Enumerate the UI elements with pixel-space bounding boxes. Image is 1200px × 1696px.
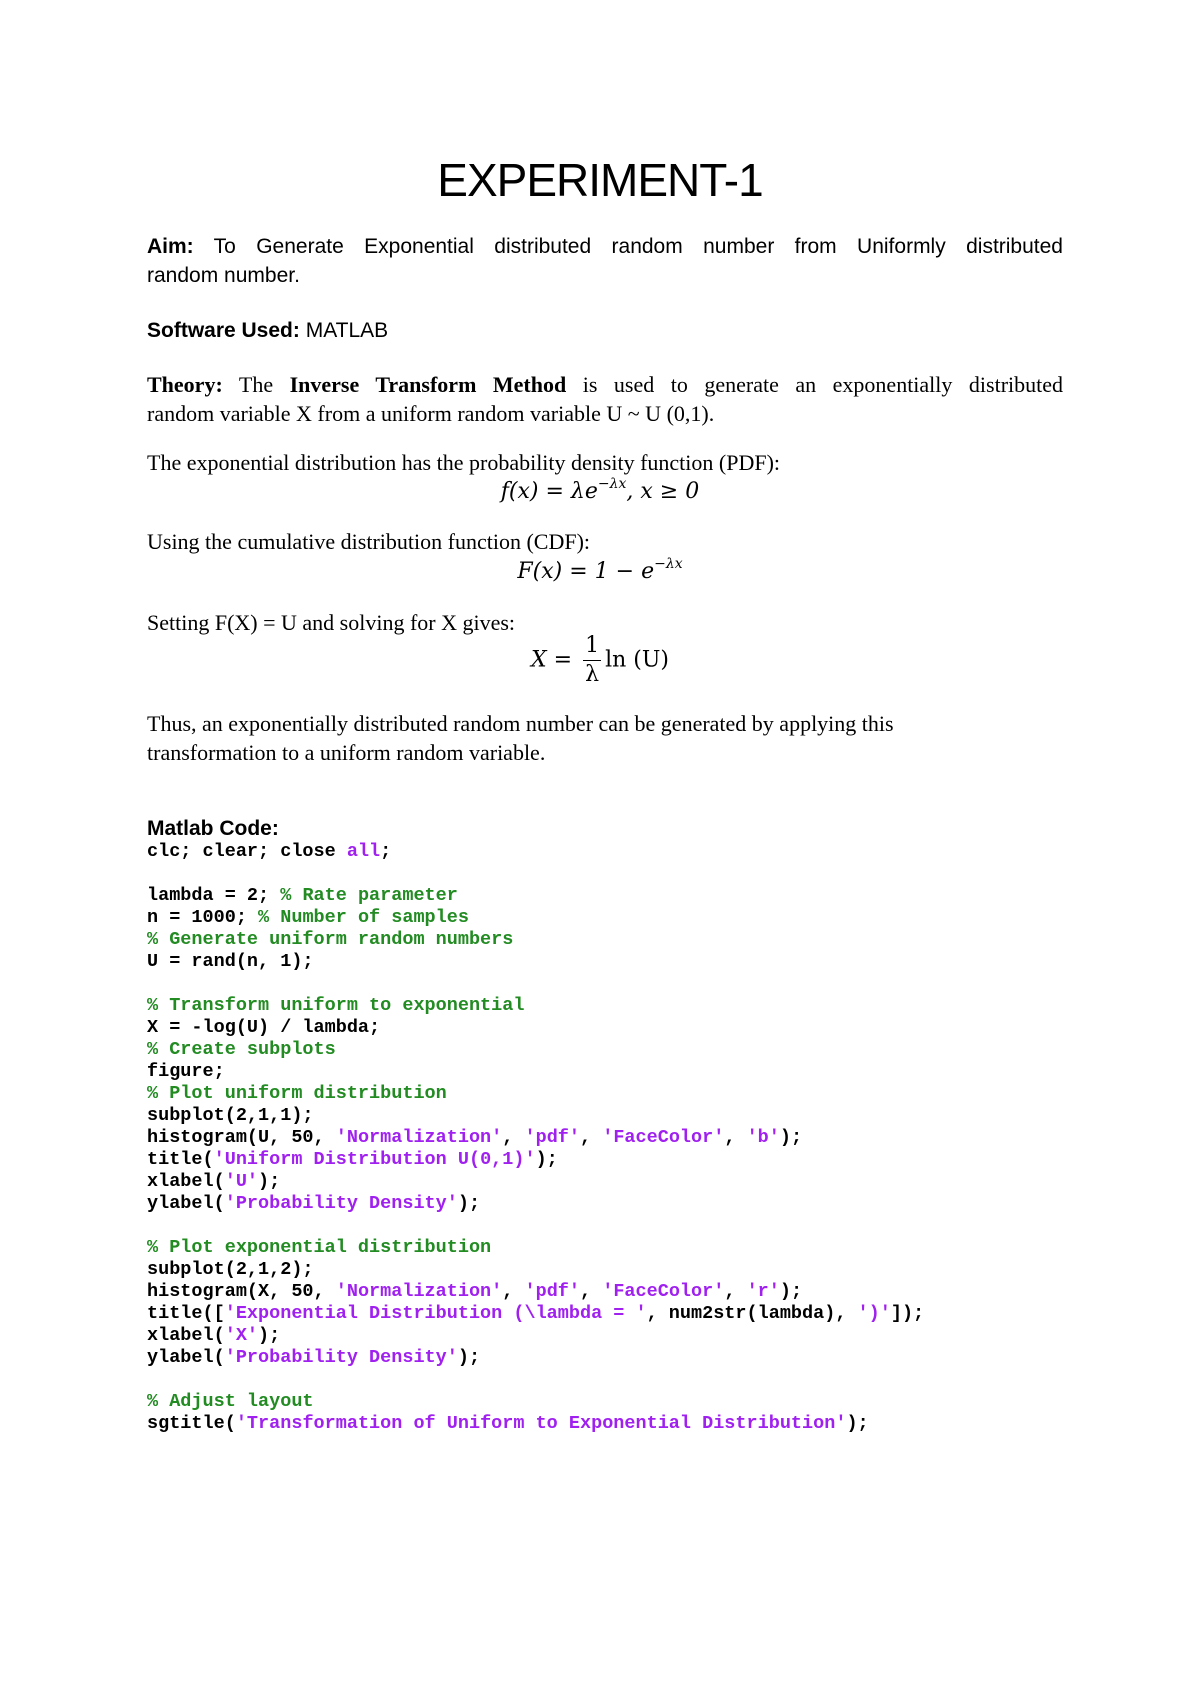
code-line xyxy=(147,840,924,862)
code-string: 'U' xyxy=(224,1171,259,1192)
software-label: Software Used: xyxy=(147,319,300,342)
software-paragraph xyxy=(147,316,1063,345)
code-comment: % Create subplots xyxy=(147,1039,336,1060)
theory-pre: The xyxy=(238,372,274,397)
code-comment: % Transform uniform to exponential xyxy=(147,995,525,1016)
theory-line2: random variable X from a uniform random variable U ~ U (0,1). xyxy=(147,401,715,426)
code-token: sgtitle( xyxy=(147,1413,236,1434)
code-token: ; xyxy=(380,841,392,862)
code-string: 'FaceColor' xyxy=(602,1127,725,1148)
conclusion-line2: transformation to a uniform random variable. xyxy=(147,740,546,765)
code-token: subplot(2,1,1); xyxy=(147,1105,314,1126)
solve-intro: Setting F(X) = U and solving for X gives: xyxy=(147,610,516,635)
code-token: X = -log(U) / lambda; xyxy=(147,1017,381,1038)
code-line xyxy=(147,1390,924,1412)
code-token: title([ xyxy=(147,1303,225,1324)
fraction xyxy=(583,632,601,689)
code-token: histogram(X, 50, xyxy=(147,1281,336,1302)
code-line xyxy=(147,1148,924,1170)
aim-paragraph xyxy=(147,232,1063,290)
code-line xyxy=(147,950,924,972)
code-token: histogram(U, 50, xyxy=(147,1127,336,1148)
fraction-denominator: λ xyxy=(585,662,600,687)
code-token: ); xyxy=(457,1193,481,1214)
inv-eq-lhs: X = xyxy=(531,647,580,673)
conclusion-paragraph xyxy=(147,709,1063,767)
code-line xyxy=(147,1060,924,1082)
conclusion-line1: Thus, an exponentially distributed random number can be generated by applying this xyxy=(147,711,894,736)
theory-line1: is used to generate an exponentially distributed xyxy=(582,372,1064,397)
code-token: ); xyxy=(535,1149,558,1170)
code-token: title( xyxy=(147,1149,214,1170)
code-token: xlabel( xyxy=(147,1171,225,1192)
code-token: clc; clear; close xyxy=(147,841,347,862)
code-line xyxy=(147,1016,924,1038)
code-comment: % Plot exponential distribution xyxy=(147,1237,492,1258)
code-token: ylabel( xyxy=(147,1347,225,1368)
code-comment: % Number of samples xyxy=(258,907,469,928)
code-heading xyxy=(147,814,1063,843)
code-string: 'pdf' xyxy=(524,1127,580,1148)
pdf-eq-exponent: −λx xyxy=(597,476,627,492)
code-line xyxy=(147,1324,924,1346)
code-token: ); xyxy=(258,1325,281,1346)
code-token: ]); xyxy=(890,1303,925,1324)
code-token: ); xyxy=(779,1127,803,1148)
code-string: 'Normalization' xyxy=(335,1281,503,1302)
code-string: 'Probability Density' xyxy=(224,1347,458,1368)
code-token: , xyxy=(724,1127,747,1148)
code-string: 'b' xyxy=(746,1127,780,1148)
code-string: ')' xyxy=(857,1303,891,1324)
code-string: 'FaceColor' xyxy=(602,1281,725,1302)
code-token: , xyxy=(580,1281,603,1302)
code-string: 'r' xyxy=(746,1281,780,1302)
software-value: MATLAB xyxy=(305,319,389,342)
code-string: 'Normalization' xyxy=(335,1127,503,1148)
cdf-equation xyxy=(0,556,1200,584)
code-token: , xyxy=(502,1127,525,1148)
pdf-intro: The exponential distribution has the probability density function (PDF): xyxy=(147,450,781,475)
aim-text-line2: random number. xyxy=(147,264,300,287)
code-line xyxy=(147,862,924,884)
code-line xyxy=(147,1126,924,1148)
code-string: all xyxy=(346,841,381,862)
code-token: lambda = 2; xyxy=(147,885,281,906)
code-token: ylabel( xyxy=(147,1193,225,1214)
theory-label: Theory: xyxy=(147,372,223,397)
code-token: , xyxy=(502,1281,525,1302)
code-string: 'pdf' xyxy=(524,1281,580,1302)
code-line xyxy=(147,994,924,1016)
code-token: ); xyxy=(258,1171,281,1192)
code-token: ); xyxy=(846,1413,869,1434)
code-token: U = rand(n, 1); xyxy=(147,951,314,972)
matlab-code-block xyxy=(147,840,924,1434)
code-line xyxy=(147,928,924,950)
code-token: xlabel( xyxy=(147,1325,225,1346)
code-string: 'X' xyxy=(224,1325,259,1346)
aim-label: Aim: xyxy=(147,235,194,258)
cdf-eq-lhs: F(x) = 1 − e xyxy=(517,559,655,584)
code-token: subplot(2,1,2); xyxy=(147,1259,314,1280)
code-comment: % Rate parameter xyxy=(280,885,458,906)
code-token: , num2str(lambda), xyxy=(646,1303,858,1324)
code-line xyxy=(147,1214,924,1236)
code-line xyxy=(147,1104,924,1126)
fraction-numerator: 1 xyxy=(583,632,601,661)
code-token: , xyxy=(580,1127,603,1148)
code-line xyxy=(147,1302,924,1324)
code-string: 'Uniform Distribution U(0,1)' xyxy=(213,1149,536,1170)
code-line xyxy=(147,1280,924,1302)
code-token: ); xyxy=(457,1347,481,1368)
code-comment: % Adjust layout xyxy=(147,1391,314,1412)
code-line xyxy=(147,884,924,906)
code-token: , xyxy=(724,1281,747,1302)
aim-text-line1: To Generate Exponential distributed random number from Uniformly distributed xyxy=(213,235,1063,258)
code-comment: % Plot uniform distribution xyxy=(147,1083,447,1104)
pdf-eq-lhs: f(x) = λe xyxy=(500,479,598,504)
cdf-intro: Using the cumulative distribution function (CDF): xyxy=(147,529,591,554)
code-line xyxy=(147,906,924,928)
code-line xyxy=(147,972,924,994)
inverse-equation xyxy=(0,632,1200,689)
code-string: 'Transformation of Uniform to Exponential Distribution' xyxy=(235,1413,847,1434)
code-string: 'Exponential Distribution (\lambda = ' xyxy=(224,1303,647,1324)
pdf-equation xyxy=(0,476,1200,504)
pdf-eq-rhs: , x ≥ 0 xyxy=(626,479,700,504)
code-heading-text: Matlab Code: xyxy=(147,817,279,840)
code-line xyxy=(147,1170,924,1192)
inv-eq-rhs: ln (U) xyxy=(605,647,669,673)
document-title: EXPERIMENT-1 xyxy=(437,154,763,206)
theory-paragraph xyxy=(147,370,1063,428)
code-token: n = 1000; xyxy=(147,907,259,928)
code-line xyxy=(147,1258,924,1280)
code-line xyxy=(147,1192,924,1214)
inverse-transform-method: Inverse Transform Method xyxy=(289,372,567,397)
cdf-eq-exponent: −λx xyxy=(654,556,683,572)
code-line xyxy=(147,1038,924,1060)
code-line xyxy=(147,1368,924,1390)
code-line xyxy=(147,1082,924,1104)
code-token: ); xyxy=(779,1281,803,1302)
code-comment: % Generate uniform random numbers xyxy=(147,929,514,950)
code-line xyxy=(147,1346,924,1368)
code-token: figure; xyxy=(147,1061,225,1082)
code-string: 'Probability Density' xyxy=(224,1193,458,1214)
code-line xyxy=(147,1412,924,1434)
code-line xyxy=(147,1236,924,1258)
